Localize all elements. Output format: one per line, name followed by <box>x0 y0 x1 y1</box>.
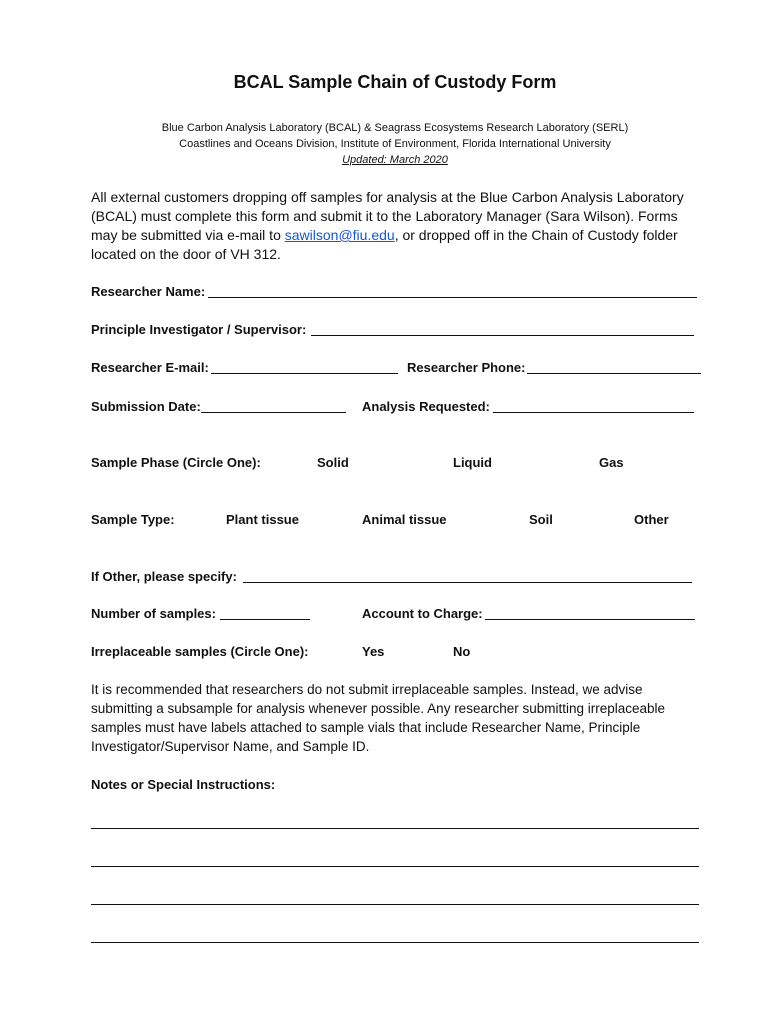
researcher-name-label: Researcher Name: <box>91 284 206 299</box>
other-specify-label: If Other, please specify: <box>91 569 237 584</box>
notes-line-1[interactable] <box>91 828 699 829</box>
notes-line-4[interactable] <box>91 942 699 943</box>
phase-option-solid[interactable]: Solid <box>317 455 349 470</box>
submission-date-label: Submission Date: <box>91 399 201 414</box>
number-samples-field[interactable] <box>220 619 310 620</box>
type-option-other[interactable]: Other <box>634 512 669 527</box>
form-title: BCAL Sample Chain of Custody Form <box>233 72 557 92</box>
researcher-email-field[interactable] <box>211 373 398 374</box>
email-link[interactable]: sawilson@fiu.edu <box>284 227 395 243</box>
number-samples-label: Number of samples: <box>91 606 216 621</box>
researcher-name-field[interactable] <box>208 297 697 298</box>
pi-supervisor-label: Principle Investigator / Supervisor: <box>91 322 307 337</box>
pi-supervisor-field[interactable] <box>311 335 694 336</box>
division-line: Coastlines and Oceans Division, Institute of Environment, Florida International University <box>179 138 611 150</box>
notes-line-3[interactable] <box>91 904 699 905</box>
submission-date-field[interactable] <box>201 412 346 413</box>
type-option-soil[interactable]: Soil <box>529 512 553 527</box>
sample-phase-label: Sample Phase (Circle One): <box>91 455 261 470</box>
researcher-phone-label: Researcher Phone: <box>407 360 526 375</box>
phase-option-liquid[interactable]: Liquid <box>453 455 492 470</box>
account-charge-label: Account to Charge: <box>362 606 483 621</box>
intro-paragraph <box>91 188 706 264</box>
type-option-animal-tissue[interactable]: Animal tissue <box>362 512 447 527</box>
intro-text-end: , or dropped off in the Chain of Custody folder located on the door of VH 312. <box>91 227 678 262</box>
irreplaceable-label: Irreplaceable samples (Circle One): <box>91 644 309 659</box>
researcher-phone-field[interactable] <box>527 373 701 374</box>
other-specify-field[interactable] <box>243 582 692 583</box>
analysis-requested-field[interactable] <box>493 412 694 413</box>
type-option-plant-tissue[interactable]: Plant tissue <box>226 512 299 527</box>
intro-text-start: All external customers dropping off samples for analysis at the Blue Carbon Analysis Laboratory (BCAL) must complete this form and submit it to the Laboratory Manager (Sara Wilson). Forms may be submitted via e-mail to <box>91 189 684 243</box>
irreplaceable-option-no[interactable]: No <box>453 644 471 659</box>
notes-line-2[interactable] <box>91 866 699 867</box>
sample-type-label: Sample Type: <box>91 512 175 527</box>
account-charge-field[interactable] <box>485 619 695 620</box>
irreplaceable-option-yes[interactable]: Yes <box>362 644 385 659</box>
notes-label: Notes or Special Instructions: <box>91 777 276 792</box>
recommendation-paragraph: It is recommended that researchers do not submit irreplaceable samples. Instead, we advise submitting a subsample for analysis whenever possible. Any researcher submitting irreplaceable samples must have labels attached to sample vials that include Researcher Name, Principle Investigator/Supervisor Name, and Sample ID. <box>91 682 666 754</box>
analysis-requested-label: Analysis Requested: <box>362 399 490 414</box>
phase-option-gas[interactable]: Gas <box>599 455 624 470</box>
lab-names: Blue Carbon Analysis Laboratory (BCAL) & Seagrass Ecosystems Research Laboratory (SERL) <box>161 122 629 134</box>
updated-date: Updated: March 2020 <box>342 154 448 166</box>
researcher-email-label: Researcher E-mail: <box>91 360 209 375</box>
